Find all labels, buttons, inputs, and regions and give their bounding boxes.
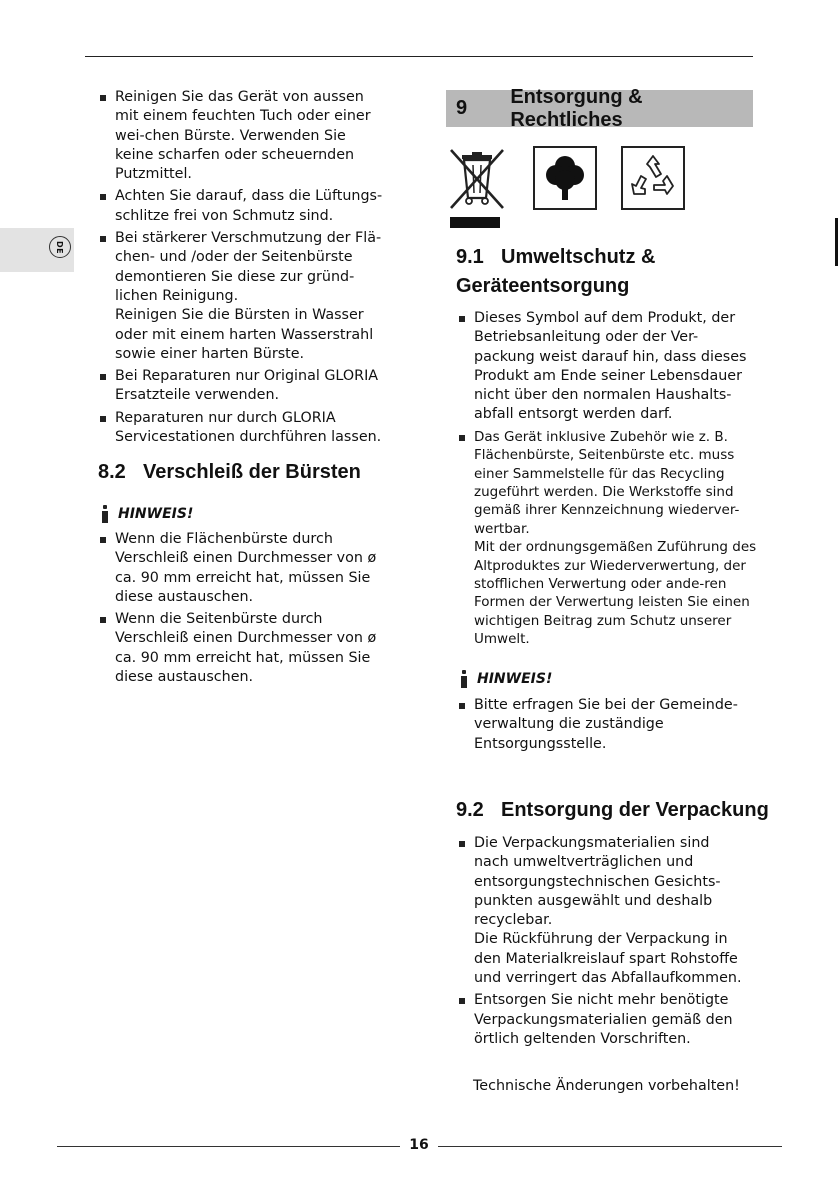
section-title-line2: Geräteentsorgung — [456, 275, 630, 297]
list-item: Achten Sie darauf, dass die Lüftungs-schlitze frei von Schmutz sind. — [98, 187, 388, 226]
list-item: Wenn die Seitenbürste durch Verschleiß einen Durchmesser von ø ca. 90 mm erreicht hat, müssen Sie diese austauschen. — [98, 610, 388, 687]
list-item: Dieses Symbol auf dem Produkt, der Betriebsanleitung oder der Ver-packung weist darauf hin, dass dieses Produkt am Ende seiner Lebensdauer nicht über den normalen Haushalts-abfall entsorgt werden darf. — [457, 309, 757, 425]
footer-rule-left — [57, 1146, 400, 1147]
section-number: 9.2 — [456, 799, 484, 821]
list-item — [457, 428, 757, 649]
section-title: Entsorgung & Rechtliches — [510, 85, 643, 131]
section-title: Verschleiß der Bürsten — [143, 461, 361, 483]
section-title: Entsorgung der Verpackung — [501, 799, 769, 821]
right-column-9-2 — [457, 834, 747, 1052]
section-number: 9 — [456, 97, 468, 119]
weee-bar — [450, 217, 500, 228]
hinweis-label: HINWEIS! — [477, 671, 553, 687]
page-number: 16 — [409, 1137, 429, 1153]
footer-rule-right — [438, 1146, 782, 1147]
list-item-text: Reinigen Sie die Bürsten in Wasser oder mit einem harten Wasserstrahl sowie einer harten Bürste. — [115, 307, 374, 362]
list-item: Bei Reparaturen nur Original GLORIA Ersatzteile verwenden. — [98, 367, 388, 406]
section-title: Umweltschutz & — [501, 246, 656, 268]
list-item: Reinigen Sie das Gerät von aussen mit einem feuchten Tuch oder einer wei-chen Bürste. Verwenden Sie keine scharfen oder scheuernden Putzmittel. — [98, 88, 388, 184]
list-item-text: Mit der ordnungsgemäßen Zuführung des Altproduktes zur Wiederverwertung, der stofflichen Verwertung oder ande-ren Formen der Verwertung leisten Sie einen wichtigen Beitrag zum Schutz unserer Umwelt. — [474, 539, 757, 648]
list-item — [457, 834, 747, 988]
right-column-hinweis — [457, 696, 747, 757]
section-number: 9.1 — [456, 246, 484, 268]
crossed-bin-icon — [445, 146, 509, 210]
section-heading-9-1 — [456, 243, 655, 301]
list-item — [98, 229, 388, 364]
section-number: 8.2 — [98, 461, 126, 483]
info-icon — [100, 505, 110, 523]
language-badge — [49, 236, 71, 258]
list-item: Reparaturen nur durch GLORIA Servicestationen durchführen lassen. — [98, 409, 388, 448]
list-item: Bitte erfragen Sie bei der Gemeinde-verwaltung die zuständige Entsorgungsstelle. — [457, 696, 747, 754]
left-column-wear — [98, 530, 388, 690]
language-label: DE — [55, 240, 65, 254]
tree-icon — [533, 146, 597, 210]
list-item: Wenn die Flächenbürste durch Verschleiß einen Durchmesser von ø ca. 90 mm erreicht hat, müssen Sie diese austauschen. — [98, 530, 388, 607]
section-heading-9-2 — [456, 796, 769, 825]
list-item-text: Die Verpackungsmaterialien sind nach umweltverträglichen und entsorgungstechnischen Gesichts-punkten ausgewählt und deshalb recyclebar. — [474, 835, 721, 929]
section-heading-8-2 — [98, 458, 361, 487]
list-item: Entsorgen Sie nicht mehr benötigte Verpackungsmaterialien gemäß den örtlich geltenden Vorschriften. — [457, 991, 747, 1049]
header-rule — [85, 56, 753, 57]
list-item-text: Bei stärkerer Verschmutzung der Flä-chen- und /oder der Seitenbürste demontieren Sie diese zur gründ-lichen Reinigung. — [115, 230, 382, 304]
hinweis-label: HINWEIS! — [118, 506, 194, 522]
left-column-top — [98, 88, 388, 450]
list-item-text: Die Rückführung der Verpackung in den Materialkreislauf spart Rohstoffe und verringert das Abfallaufkommen. — [474, 931, 742, 987]
technical-changes-note: Technische Änderungen vorbehalten! — [473, 1078, 740, 1094]
recycle-icon — [621, 146, 685, 210]
section-heading-9 — [446, 85, 753, 131]
hinweis-note — [459, 670, 552, 688]
list-item-text: Das Gerät inklusive Zubehör wie z. B. Flächenbürste, Seitenbürste etc. muss einer Sammelstelle für das Recycling zugeführt werden. Die Werkstoffe sind gemäß ihrer Kennzeichnung wiederver-wertbar. — [474, 428, 740, 537]
info-icon — [459, 670, 469, 688]
hinweis-note — [100, 505, 193, 523]
right-column-9-1 — [457, 309, 757, 652]
